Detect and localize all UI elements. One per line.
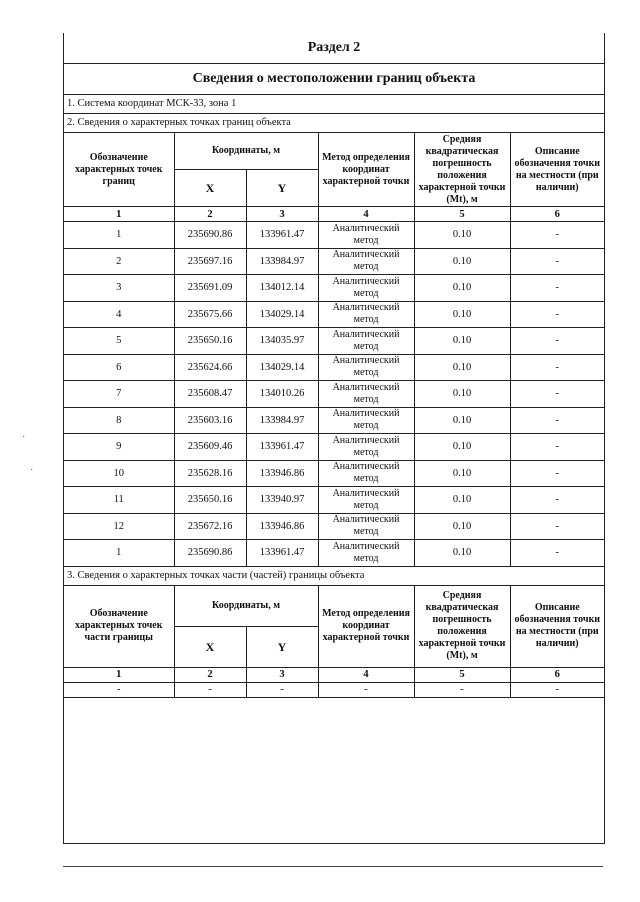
error-cell: 0.10: [414, 460, 510, 487]
point-number-cell: 5: [64, 328, 174, 355]
column-number-row: [64, 667, 604, 682]
table-row: [64, 407, 604, 434]
footer-divider: [63, 866, 603, 867]
column-number: 1: [64, 207, 174, 222]
y-coordinate-cell: 134012.14: [246, 275, 318, 302]
method-cell: Аналитический метод: [318, 460, 414, 487]
column-number-row: [64, 207, 604, 222]
table-row: [64, 275, 604, 302]
x-coordinate-cell: 235603.16: [174, 407, 246, 434]
header-y: Y: [246, 626, 318, 667]
header-point-designation: Обозначение характерных точек границ: [64, 133, 174, 207]
header-error: Средняя квадратическая погрешность положения характерной точки (Mt), м: [414, 133, 510, 207]
x-coordinate-cell: 235691.09: [174, 275, 246, 302]
header-description: Описание обозначения точки на местности (при наличии): [510, 586, 604, 668]
x-coordinate-cell: 235690.86: [174, 222, 246, 249]
y-coordinate-cell: 134035.97: [246, 328, 318, 355]
table-row: [64, 301, 604, 328]
point-number-cell: 8: [64, 407, 174, 434]
x-coordinate-cell: 235672.16: [174, 513, 246, 540]
method-cell: Аналитический метод: [318, 540, 414, 567]
point-number-cell: 9: [64, 434, 174, 461]
column-number: 4: [318, 207, 414, 222]
header-coordinates: Координаты, м: [174, 133, 318, 170]
y-coordinate-cell: 133946.86: [246, 513, 318, 540]
table-row: [64, 328, 604, 355]
boundary-points-table: [64, 133, 604, 567]
x-coordinate-cell: 235628.16: [174, 460, 246, 487]
header-x: X: [174, 170, 246, 207]
column-number: 6: [510, 667, 604, 682]
table-row: [64, 513, 604, 540]
section-title: Раздел 2: [64, 33, 604, 64]
header-method: Метод определения координат характерной точки: [318, 586, 414, 668]
description-cell: -: [510, 328, 604, 355]
description-cell: -: [510, 301, 604, 328]
method-cell: Аналитический метод: [318, 328, 414, 355]
header-point-designation: Обозначение характерных точек части границы: [64, 586, 174, 668]
description-cell: -: [510, 248, 604, 275]
column-number: 3: [246, 667, 318, 682]
method-cell: Аналитический метод: [318, 275, 414, 302]
table-row: [64, 460, 604, 487]
empty-cell: -: [510, 682, 604, 697]
table-row: [64, 248, 604, 275]
y-coordinate-cell: 133946.86: [246, 460, 318, 487]
error-cell: 0.10: [414, 301, 510, 328]
header-x: X: [174, 626, 246, 667]
header-method: Метод определения координат характерной точки: [318, 133, 414, 207]
method-cell: Аналитический метод: [318, 487, 414, 514]
description-cell: -: [510, 354, 604, 381]
error-cell: 0.10: [414, 381, 510, 408]
table-row: [64, 381, 604, 408]
scan-mark: ·: [22, 432, 26, 443]
x-coordinate-cell: 235624.66: [174, 354, 246, 381]
point-number-cell: 7: [64, 381, 174, 408]
y-coordinate-cell: 134029.14: [246, 301, 318, 328]
method-cell: Аналитический метод: [318, 354, 414, 381]
header-coordinates: Координаты, м: [174, 586, 318, 627]
x-coordinate-cell: 235690.86: [174, 540, 246, 567]
point-number-cell: 12: [64, 513, 174, 540]
x-coordinate-cell: 235650.16: [174, 487, 246, 514]
boundary-points-body: [64, 222, 604, 567]
error-cell: 0.10: [414, 354, 510, 381]
point-number-cell: 2: [64, 248, 174, 275]
scan-mark: ·: [30, 465, 34, 476]
table-row: [64, 434, 604, 461]
error-cell: 0.10: [414, 407, 510, 434]
header-error: Средняя квадратическая погрешность положения характерной точки (Mt), м: [414, 586, 510, 668]
error-cell: 0.10: [414, 434, 510, 461]
point-number-cell: 10: [64, 460, 174, 487]
empty-data-row: [64, 682, 604, 697]
point-number-cell: 11: [64, 487, 174, 514]
part-section-heading: 3. Сведения о характерных точках части (частей) границы объекта: [64, 567, 604, 586]
y-coordinate-cell: 133961.47: [246, 222, 318, 249]
method-cell: Аналитический метод: [318, 381, 414, 408]
point-number-cell: 1: [64, 222, 174, 249]
column-number: 3: [246, 207, 318, 222]
x-coordinate-cell: 235675.66: [174, 301, 246, 328]
y-coordinate-cell: 134010.26: [246, 381, 318, 408]
error-cell: 0.10: [414, 275, 510, 302]
table-row: [64, 354, 604, 381]
description-cell: -: [510, 434, 604, 461]
point-number-cell: 1: [64, 540, 174, 567]
description-cell: -: [510, 540, 604, 567]
method-cell: Аналитический метод: [318, 248, 414, 275]
error-cell: 0.10: [414, 513, 510, 540]
error-cell: 0.10: [414, 540, 510, 567]
table-row: [64, 487, 604, 514]
description-cell: -: [510, 513, 604, 540]
column-number: 2: [174, 667, 246, 682]
column-number: 1: [64, 667, 174, 682]
coordinate-system-line: 1. Система координат МСК-33, зона 1: [64, 95, 604, 114]
description-cell: -: [510, 222, 604, 249]
column-number: 2: [174, 207, 246, 222]
empty-cell: -: [64, 682, 174, 697]
y-coordinate-cell: 133984.97: [246, 407, 318, 434]
y-coordinate-cell: 133984.97: [246, 248, 318, 275]
x-coordinate-cell: 235650.16: [174, 328, 246, 355]
document-subtitle: Сведения о местоположении границ объекта: [64, 64, 604, 95]
description-cell: -: [510, 275, 604, 302]
description-cell: -: [510, 487, 604, 514]
description-cell: -: [510, 407, 604, 434]
part-points-table: [64, 586, 604, 698]
error-cell: 0.10: [414, 248, 510, 275]
point-number-cell: 4: [64, 301, 174, 328]
method-cell: Аналитический метод: [318, 434, 414, 461]
x-coordinate-cell: 235608.47: [174, 381, 246, 408]
point-number-cell: 6: [64, 354, 174, 381]
point-number-cell: 3: [64, 275, 174, 302]
error-cell: 0.10: [414, 487, 510, 514]
table-row: [64, 222, 604, 249]
header-y: Y: [246, 170, 318, 207]
x-coordinate-cell: 235609.46: [174, 434, 246, 461]
description-cell: -: [510, 381, 604, 408]
column-number: 4: [318, 667, 414, 682]
empty-cell: -: [318, 682, 414, 697]
description-cell: -: [510, 460, 604, 487]
method-cell: Аналитический метод: [318, 222, 414, 249]
error-cell: 0.10: [414, 222, 510, 249]
empty-cell: -: [246, 682, 318, 697]
method-cell: Аналитический метод: [318, 407, 414, 434]
y-coordinate-cell: 134029.14: [246, 354, 318, 381]
empty-cell: -: [414, 682, 510, 697]
document-sheet: [63, 33, 605, 844]
y-coordinate-cell: 133940.97: [246, 487, 318, 514]
method-cell: Аналитический метод: [318, 513, 414, 540]
table-row: [64, 540, 604, 567]
y-coordinate-cell: 133961.47: [246, 540, 318, 567]
empty-cell: -: [174, 682, 246, 697]
method-cell: Аналитический метод: [318, 301, 414, 328]
points-section-heading: 2. Сведения о характерных точках границ объекта: [64, 114, 604, 133]
x-coordinate-cell: 235697.16: [174, 248, 246, 275]
column-number: 5: [414, 207, 510, 222]
header-description: Описание обозначения точки на местности (при наличии): [510, 133, 604, 207]
y-coordinate-cell: 133961.47: [246, 434, 318, 461]
column-number: 5: [414, 667, 510, 682]
column-number: 6: [510, 207, 604, 222]
error-cell: 0.10: [414, 328, 510, 355]
